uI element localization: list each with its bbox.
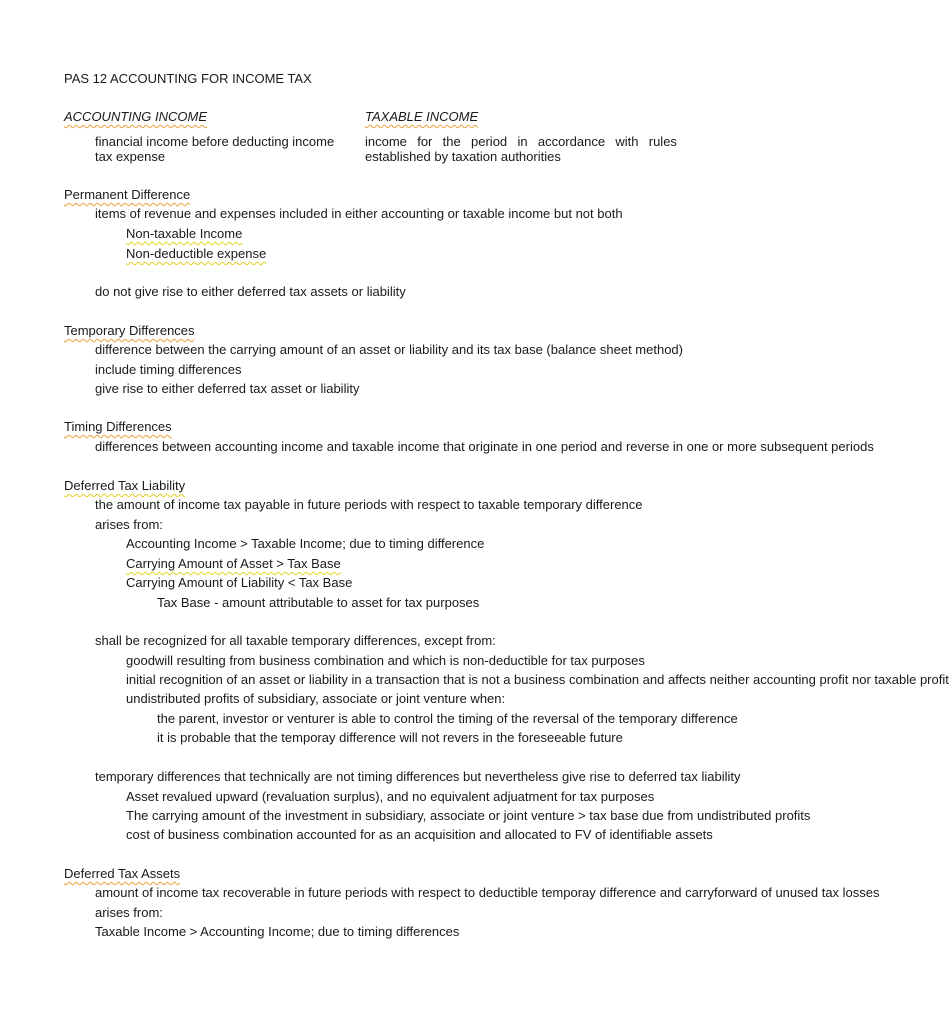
dtl-technical: temporary differences that technically are not timing differences but nevertheless give rise to deferred tax liability [95,769,741,784]
dtl-item-taxbase: Tax Base - amount attributable to asset for tax purposes [157,595,480,610]
word: the [442,134,461,149]
accounting-income-def-line2: tax expense [95,149,166,164]
dtl-recognized: shall be recognized for all taxable temporary differences, except from: [95,633,496,648]
deferred-tax-liability-heading: Deferred Tax Liability [64,478,186,493]
taxable-income-heading: TAXABLE INCOME [365,109,479,124]
taxable-income-def-line1 [365,134,677,150]
permanent-item-nondeductible: Non-deductible expense [126,246,267,261]
dtl-arises-from: arises from: [95,517,163,532]
temporary-line1: difference between the carrying amount of an asset or liability and its tax base (balance sheet method) [95,342,683,357]
word: rules [648,134,677,149]
timing-line1: differences between accounting income and taxable income that originate in one period and reverse in one or more subsequent periods [95,439,874,454]
dtl-exception-control: the parent, investor or venturer is able to control the timing of the reversal of the temporary difference [157,711,738,726]
dta-arises-from: arises from: [95,905,163,920]
dtl-item-liability: Carrying Amount of Liability < Tax Base [126,575,353,590]
dtl-item-income: Accounting Income > Taxable Income; due to timing difference [126,536,485,551]
word: accordance [537,134,606,149]
dtl-technical-revalued: Asset revalued upward (revaluation surplus), and no equivalent adjuatment for tax purposes [126,789,655,804]
permanent-item-nontaxable: Non-taxable Income [126,226,243,241]
taxable-income-def-line2: established by taxation authorities [365,149,561,164]
dtl-exception-goodwill: goodwill resulting from business combination and which is non-deductible for tax purposes [126,653,645,668]
temporary-line2: include timing differences [95,362,242,377]
dta-item-income: Taxable Income > Accounting Income; due to timing differences [95,924,460,939]
permanent-note: do not give rise to either deferred tax assets or liability [95,284,406,299]
dtl-exception-probable: it is probable that the temporay difference will not revers in the foreseeable future [157,730,623,745]
temporary-line3: give rise to either deferred tax asset or liability [95,381,360,396]
word: period [471,134,508,149]
word: for [417,134,433,149]
dtl-exception-initial-recognition: initial recognition of an asset or liability in a transaction that is not a business combination and affects neither accounting profit nor taxable profit [126,672,949,687]
timing-differences-heading: Timing Differences [64,419,172,434]
word: with [615,134,639,149]
word: in [517,134,528,149]
deferred-tax-assets-heading: Deferred Tax Assets [64,866,181,881]
document-title: PAS 12 ACCOUNTING FOR INCOME TAX [64,71,312,86]
accounting-income-heading: ACCOUNTING INCOME [64,109,207,124]
temporary-differences-heading: Temporary Differences [64,323,195,338]
accounting-income-def-line1: financial income before deducting income [95,134,335,149]
dtl-line1: the amount of income tax payable in future periods with respect to taxable temporary difference [95,497,643,512]
dtl-item-asset: Carrying Amount of Asset > Tax Base [126,556,341,571]
permanent-difference-desc: items of revenue and expenses included in either accounting or taxable income but not both [95,206,623,221]
word: income [365,134,407,149]
dta-line1: amount of income tax recoverable in future periods with respect to deductible temporay difference and carryforward of unused tax losses [95,885,880,900]
dtl-technical-business-combination: cost of business combination accounted for as an acquisition and allocated to FV of identifiable assets [126,827,713,842]
dtl-exception-undistributed: undistributed profits of subsidiary, associate or joint venture when: [126,691,506,706]
permanent-difference-heading: Permanent Difference [64,187,191,202]
dtl-technical-investment: The carrying amount of the investment in subsidiary, associate or joint venture > tax base due from undistributed profits [126,808,811,823]
